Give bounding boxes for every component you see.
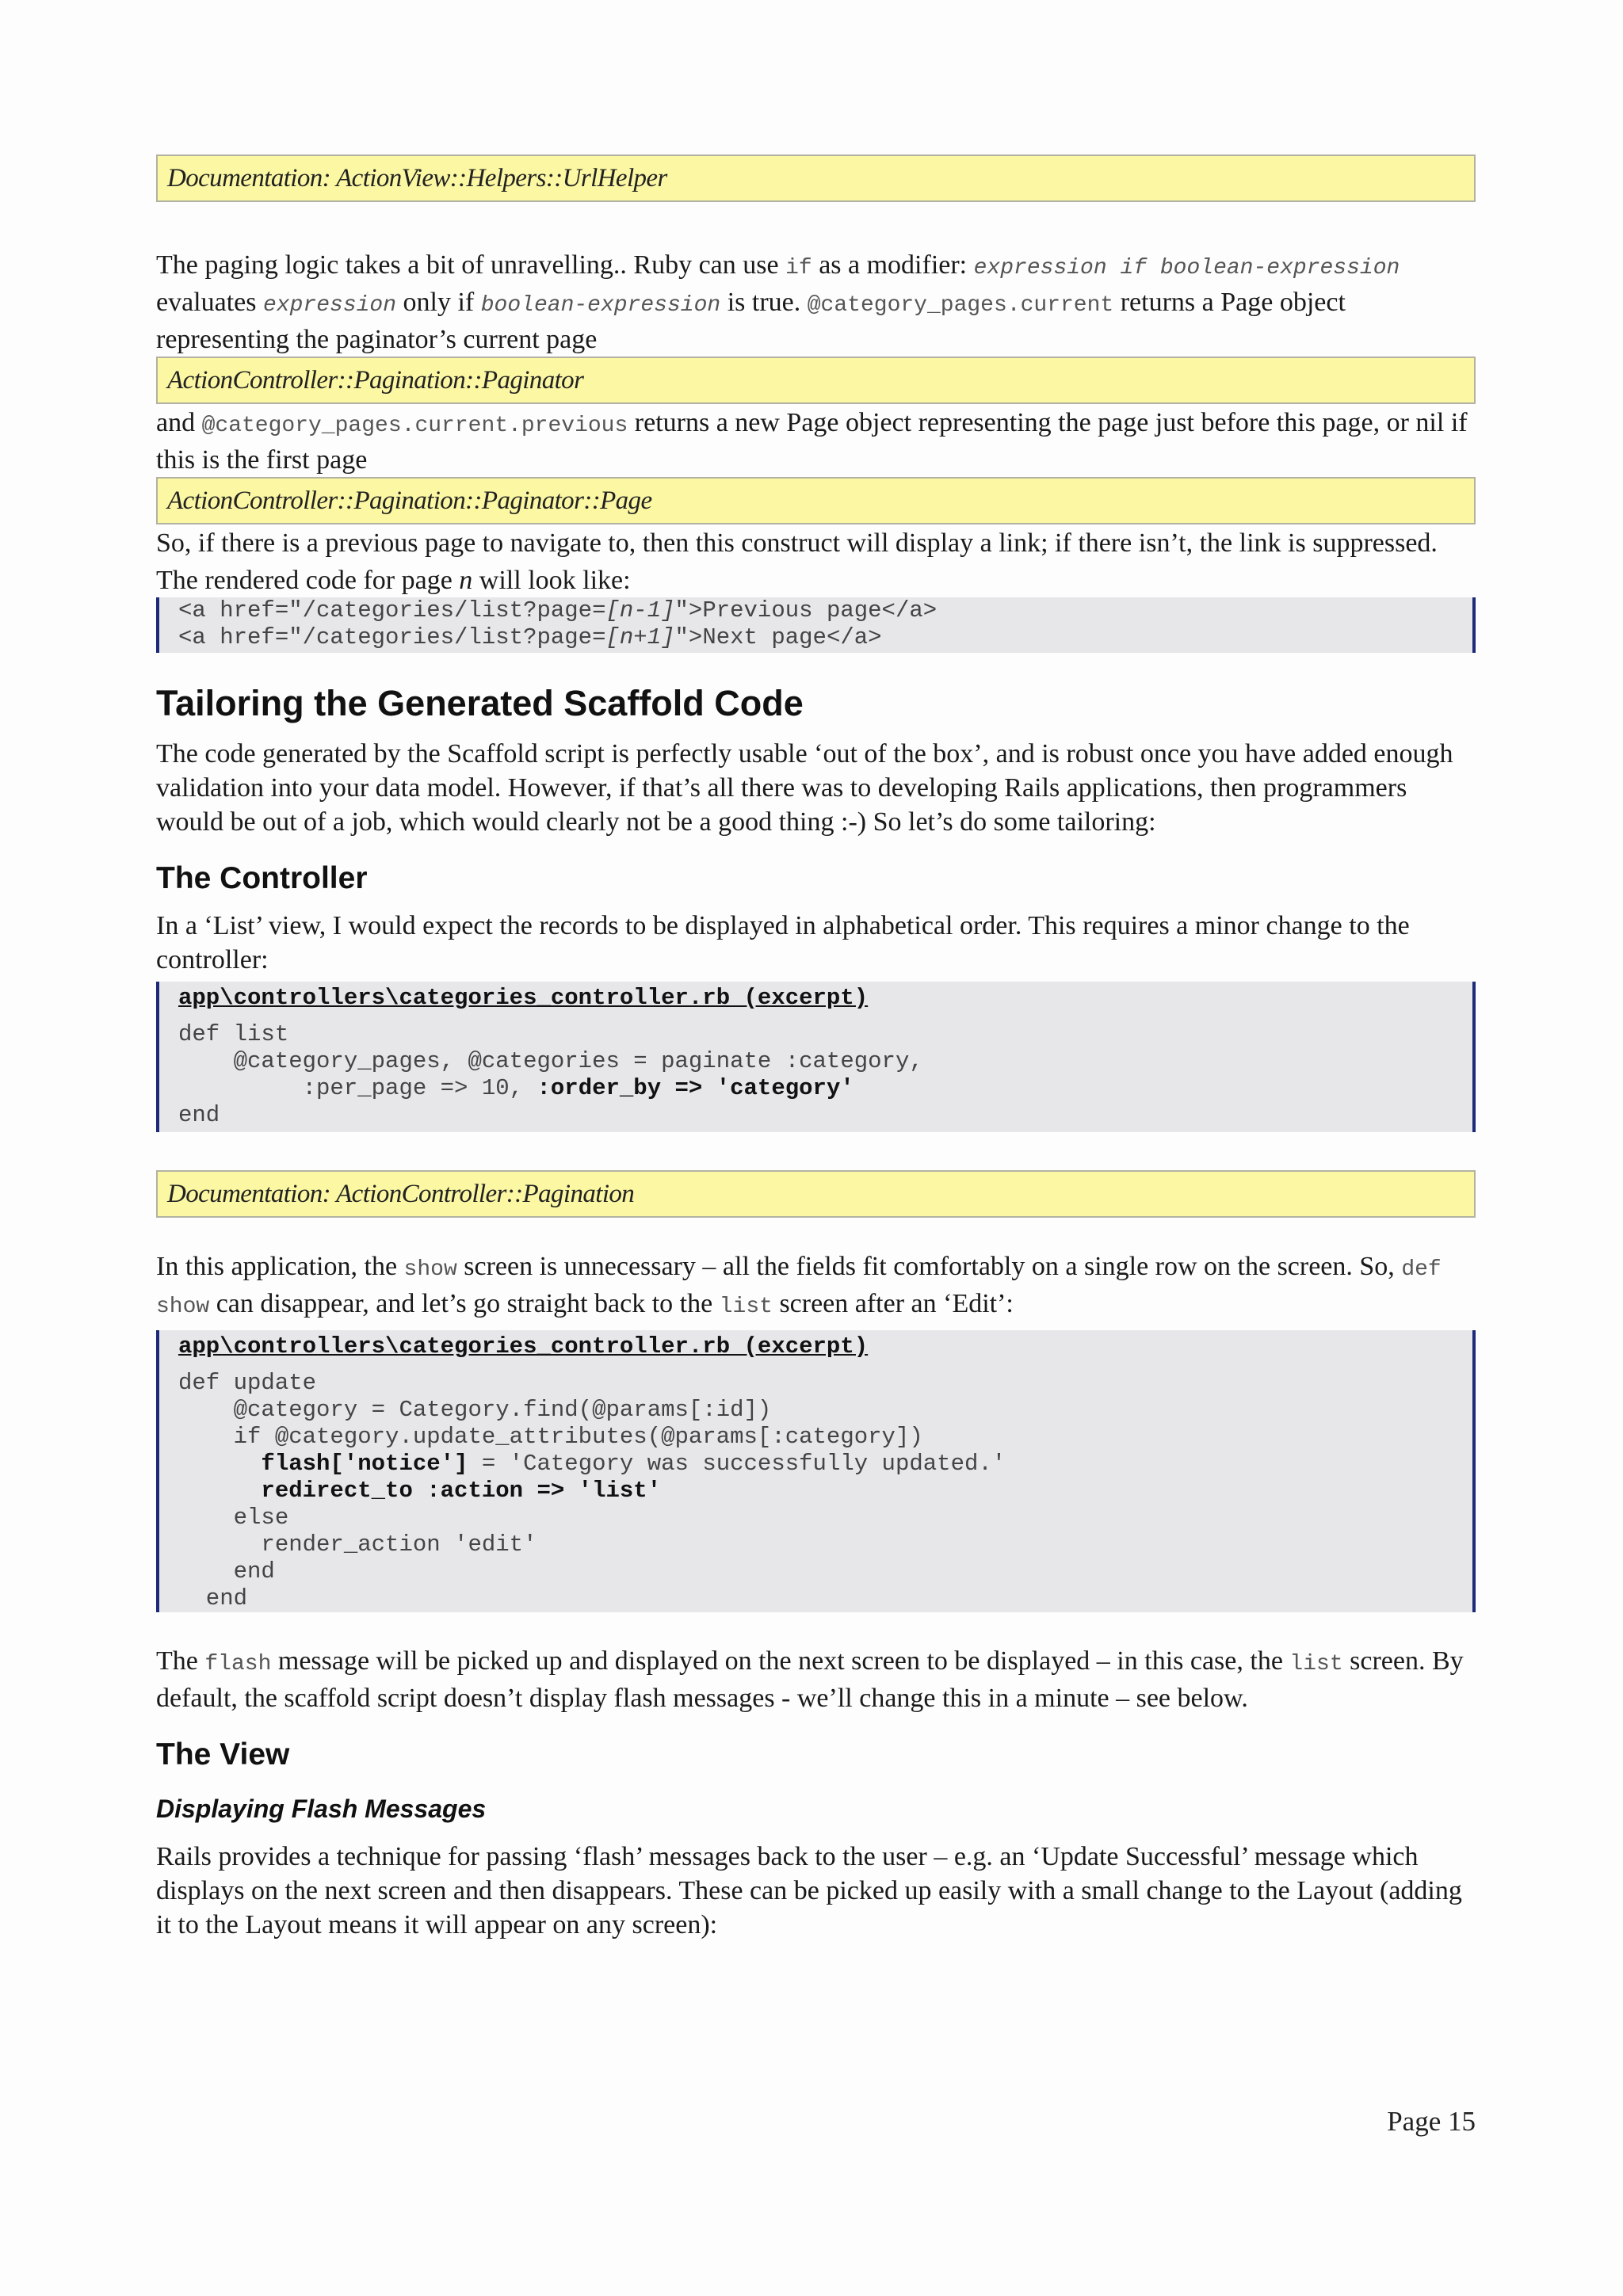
paragraph-paging-logic: The paging logic takes a bit of unravelling.. Ruby can use if as a modifier: expression if boolean-expression evaluates expression only if boolean-expression is true. @category_pages.current returns a Page object representing the paginator’s current page <box>156 250 1400 354</box>
code-file-header: app\controllers\categories_controller.rb (excerpt) <box>178 985 869 1011</box>
subsection-heading-view: The View <box>156 1737 290 1772</box>
section-heading-tailoring: Tailoring the Generated Scaffold Code <box>156 683 804 723</box>
documentation-note-pagination: Documentation: ActionController::Pagination <box>156 1170 1476 1218</box>
page-content <box>156 154 1476 1942</box>
subsubsection-heading-flash: Displaying Flash Messages <box>156 1794 487 1823</box>
paragraph-show-unnecessary: In this application, the show screen is unnecessary – all the fields fit comfortably on a single row on the screen. So, def show can disappear, and let’s go straight back to the list screen after an ‘Edit’: <box>156 1252 1442 1319</box>
documentation-note-urlhelper: Documentation: ActionView::Helpers::UrlHelper <box>156 154 1476 202</box>
page-number: Page 15 <box>1387 2106 1476 2137</box>
documentation-note-paginator-page: ActionController::Pagination::Paginator::Page <box>156 477 1476 524</box>
paragraph-previous-page: and @category_pages.current.previous returns a new Page object representing the page just before this page, or nil if this is the first page <box>156 408 1468 475</box>
paragraph-flash-technique: Rails provides a technique for passing ‘flash’ messages back to the user – e.g. an ‘Update Successful’ message which displays on the next screen and then disappears. These can be picked up easily with a small change to the Layout (adding it to the Layout means it will appear on any screen): <box>156 1842 1462 1939</box>
subsection-heading-controller: The Controller <box>156 861 368 895</box>
code-block-rendered-links: <a href="/categories/list?page=[n-1]">Previous page</a> <a href="/categories/list?page=[n+1]">Next page</a> <box>156 597 1476 653</box>
code-block-update-action: app\controllers\categories_controller.rb (excerpt) def update @category = Category.find(@params[:id]) if @category.update_attributes(@params[:category]) flash['notice'] = 'Category was successfully updated.' redirect_to :action => 'list' else render_action 'edit' end end <box>156 1330 1476 1612</box>
documentation-note-paginator: ActionController::Pagination::Paginator <box>156 357 1476 404</box>
code-file-header: app\controllers\categories_controller.rb (excerpt) <box>178 1333 869 1360</box>
paragraph-alphabetical-order: In a ‘List’ view, I would expect the records to be displayed in alphabetical order. This requires a minor change to the controller: <box>156 911 1410 974</box>
paragraph-flash-message: The flash message will be picked up and displayed on the next screen to be displayed – in this case, the list screen. By default, the scaffold script doesn’t display flash messages - we’ll change this in a minute – see below. <box>156 1646 1464 1713</box>
code-block-list-action: app\controllers\categories_controller.rb (excerpt) def list @category_pages, @categories = paginate :category, :per_page => 10, :order_by => 'category' end <box>156 982 1476 1132</box>
paragraph-link-suppressed: So, if there is a previous page to navigate to, then this construct will display a link; if there isn’t, the link is suppressed. <box>156 528 1438 558</box>
paragraph-rendered-code: The rendered code for page n will look like: <box>156 566 631 595</box>
paragraph-scaffold-intro: The code generated by the Scaffold script is perfectly usable ‘out of the box’, and is robust once you have added enough validation into your data model. However, if that’s all there was to developing Rails applications, then programmers would be out of a job, which would clearly not be a good thing :-) So let’s do some tailoring: <box>156 739 1453 837</box>
